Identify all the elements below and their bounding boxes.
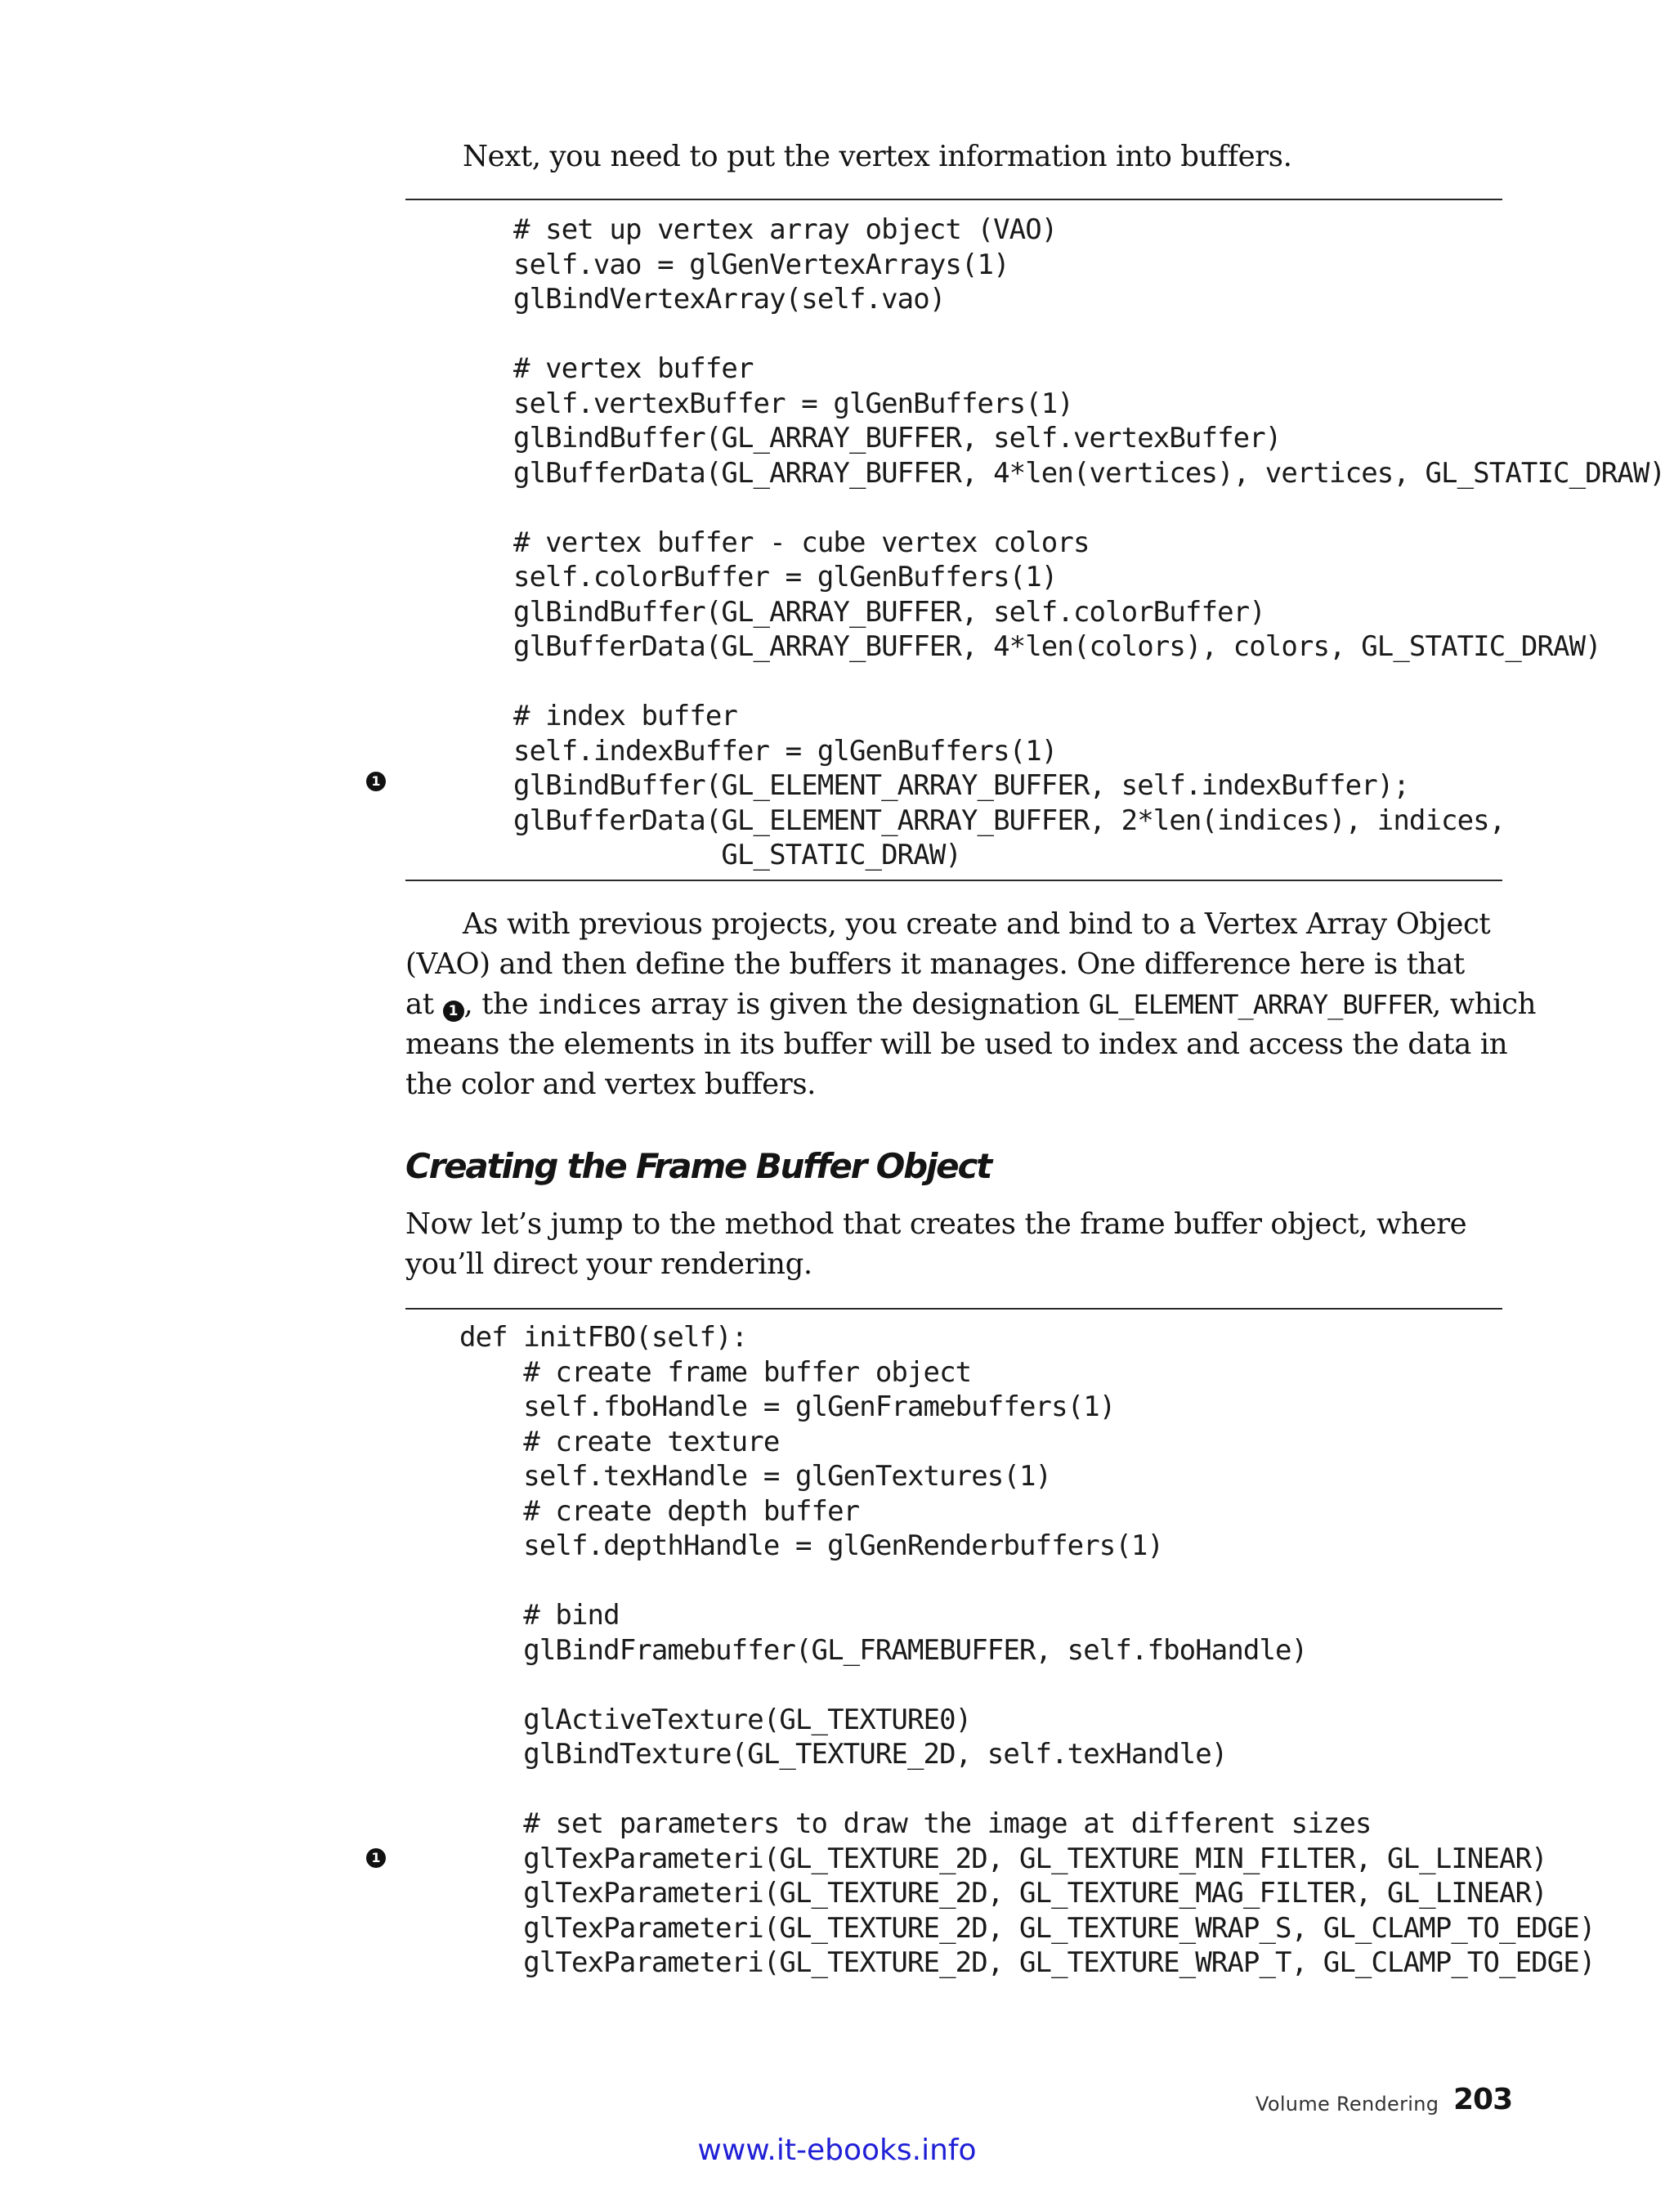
callout-marker-1-icon: 1 (366, 772, 386, 791)
code-line: # create frame buffer object (459, 1355, 972, 1389)
code-line: glTexParameteri(GL_TEXTURE_2D, GL_TEXTURE_WRAP_T, GL_CLAMP_TO_EDGE) (459, 1946, 1596, 1979)
code-line: self.depthHandle = glGenRenderbuffers(1) (459, 1529, 1164, 1562)
code-line: glBufferData(GL_ARRAY_BUFFER, 4*len(colors), colors, GL_STATIC_DRAW) (513, 630, 1601, 663)
code-line: # bind (459, 1599, 620, 1632)
inline-code-element-array-buffer: GL_ELEMENT_ARRAY_BUFFER (1088, 989, 1432, 1020)
code-line: # set parameters to draw the image at different sizes (459, 1807, 1372, 1840)
code-line (459, 1564, 1595, 1599)
code-line (459, 1668, 1595, 1703)
code-line: glBufferData(GL_ELEMENT_ARRAY_BUFFER, 2*len(indices), indices, (513, 804, 1506, 837)
code-line (513, 665, 1665, 700)
para2-line2: you’ll direct your rendering. (405, 1247, 812, 1281)
code-line: glBindVertexArray(self.vao) (513, 283, 946, 316)
running-footer-chapter: Volume Rendering (1256, 2093, 1439, 2116)
code-line: # index buffer (513, 700, 737, 732)
watermark-link[interactable]: www.it-ebooks.info (697, 2134, 977, 2167)
code-line: glTexParameteri(GL_TEXTURE_2D, GL_TEXTURE_WRAP_S, GL_CLAMP_TO_EDGE) (459, 1911, 1596, 1945)
section-heading: Creating the Frame Buffer Object (405, 1146, 991, 1186)
code-line: # create texture (459, 1425, 780, 1458)
code-line (513, 317, 1665, 352)
code-line: GL_STATIC_DRAW) (513, 839, 961, 871)
listing2-top-rule (405, 1308, 1502, 1310)
code-line: self.texHandle = glGenTextures(1) (459, 1460, 1052, 1493)
inline-code-indices: indices (537, 989, 642, 1020)
code-line (459, 1772, 1595, 1807)
code-line: self.colorBuffer = glGenBuffers(1) (513, 561, 1058, 593)
code-line: glActiveTexture(GL_TEXTURE0) (459, 1703, 972, 1736)
code-line: glBindBuffer(GL_ARRAY_BUFFER, self.vertexBuffer) (513, 422, 1282, 454)
code-listing-2 (459, 1320, 1595, 1981)
callout-marker-1-icon: 1 (366, 1848, 386, 1868)
page-number: 203 (1453, 2083, 1513, 2116)
code-line: self.fboHandle = glGenFramebuffers(1) (459, 1390, 1116, 1423)
para1-text: , which (1431, 987, 1537, 1021)
code-line: self.vao = glGenVertexArrays(1) (513, 248, 1009, 281)
para1-text: at (405, 987, 443, 1021)
para1-line5: the color and vertex buffers. (405, 1068, 817, 1101)
code-line: glTexParameteri(GL_TEXTURE_2D, GL_TEXTURE_MAG_FILTER, GL_LINEAR) (459, 1877, 1547, 1910)
para1-line1: As with previous projects, you create and bind to a Vertex Array Object (463, 907, 1491, 941)
code-line: # vertex buffer (513, 352, 754, 385)
para1-line3 (405, 985, 1536, 1025)
code-line: glBindTexture(GL_TEXTURE_2D, self.texHandle) (459, 1738, 1228, 1771)
code-line: glBindBuffer(GL_ARRAY_BUFFER, self.colorBuffer) (513, 595, 1265, 629)
code-line: glBindFramebuffer(GL_FRAMEBUFFER, self.fboHandle) (459, 1633, 1308, 1667)
para1-line2: (VAO) and then define the buffers it manages. One difference here is that (405, 947, 1465, 981)
code-line: glTexParameteri(GL_TEXTURE_2D, GL_TEXTURE_MIN_FILTER, GL_LINEAR) (459, 1842, 1547, 1875)
listing1-top-rule (405, 199, 1502, 200)
code-listing-1 (513, 213, 1665, 873)
intro-text: Next, you need to put the vertex information into buffers. (463, 140, 1292, 173)
para1-line4: means the elements in its buffer will be used to index and access the data in (405, 1028, 1508, 1061)
code-line: self.indexBuffer = glGenBuffers(1) (513, 734, 1058, 768)
code-line: glBindBuffer(GL_ELEMENT_ARRAY_BUFFER, self.indexBuffer); (513, 769, 1409, 802)
code-line: # vertex buffer - cube vertex colors (513, 526, 1090, 559)
para1-text: , the (463, 987, 538, 1021)
code-line: self.vertexBuffer = glGenBuffers(1) (513, 387, 1073, 420)
code-line: # set up vertex array object (VAO) (513, 213, 1058, 246)
inline-callout-marker-icon: 1 (443, 1001, 464, 1022)
code-line: glBufferData(GL_ARRAY_BUFFER, 4*len(vertices), vertices, GL_STATIC_DRAW) (513, 456, 1666, 490)
para2-line1: Now let’s jump to the method that creates the frame buffer object, where (405, 1207, 1467, 1241)
code-line: def initFBO(self): (459, 1321, 748, 1354)
listing1-bottom-rule (405, 880, 1502, 881)
code-line: # create depth buffer (459, 1494, 860, 1528)
para1-text: array is given the designation (641, 987, 1089, 1021)
code-line (513, 490, 1665, 526)
